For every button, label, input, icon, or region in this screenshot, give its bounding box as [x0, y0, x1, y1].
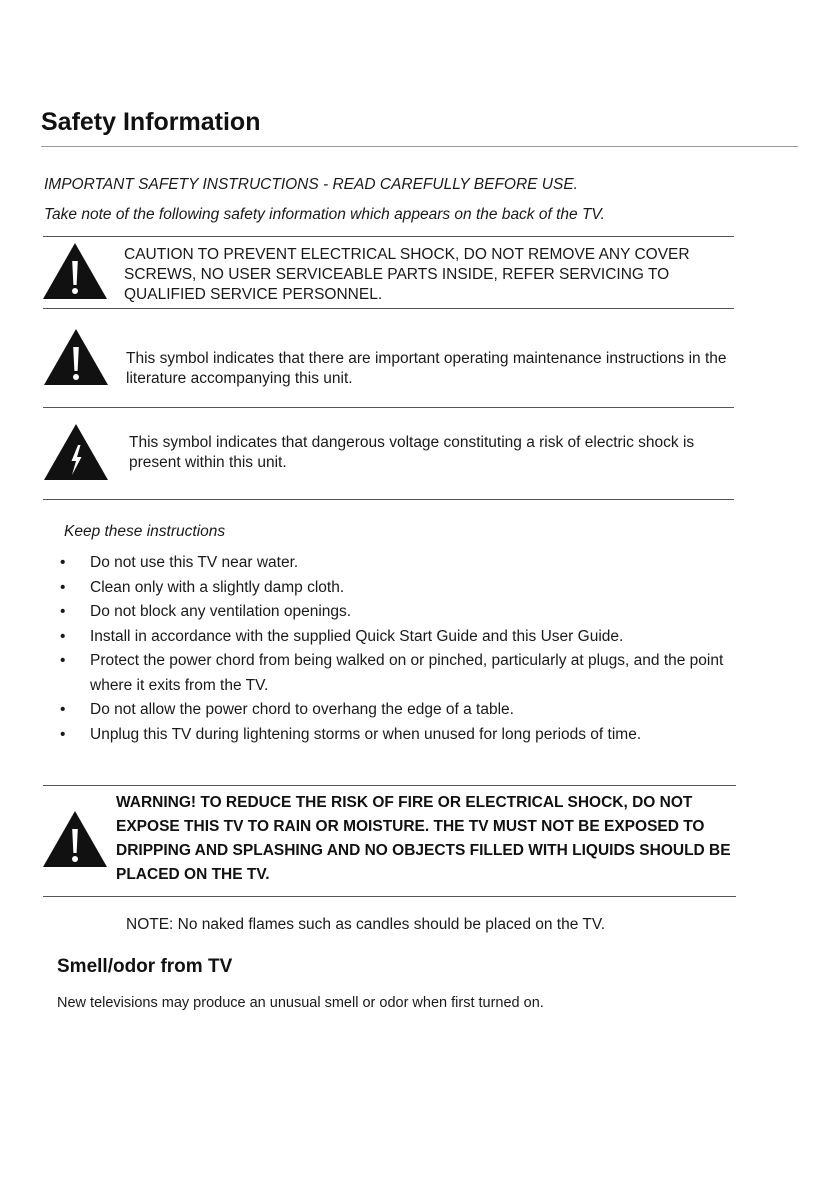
lightning-warning-icon [43, 423, 109, 481]
smell-text: New televisions may produce an unusual smell or odor when first turned on. [57, 995, 544, 1011]
smell-heading: Smell/odor from TV [57, 956, 233, 977]
warning-text: WARNING! TO REDUCE THE RISK OF FIRE OR ELECTRICAL SHOCK, DO NOT EXPOSE THIS TV TO RAIN OR MOISTURE. THE TV MUST NOT BE EXPOSED TO DRIPPING AND SPLASHING AND NO OBJECTS FILLED WITH LIQUIDS SHOULD BE PLACED ON THE TV. [116, 794, 731, 883]
list-item: • Unplug this TV during lightening storms or when unused for long periods of time. [60, 723, 730, 748]
divider [43, 785, 736, 786]
divider [43, 407, 734, 408]
note-text: NOTE: No naked flames such as candles should be placed on the TV. [126, 916, 606, 933]
list-item: • Do not use this TV near water. [60, 551, 730, 576]
title-divider [41, 146, 798, 147]
list-item: • Do not block any ventilation openings. [60, 600, 730, 625]
bullet: • [60, 652, 66, 669]
list-item: • Do not allow the power chord to overhang the edge of a table. [60, 698, 730, 723]
exclamation-warning-icon [42, 810, 108, 868]
dangerous-voltage-symbol-text: This symbol indicates that dangerous voltage constituting a risk of electric shock is present within this unit. [129, 434, 695, 471]
bullet: • [60, 627, 66, 645]
list-item: • Install in accordance with the supplied Quick Start Guide and this User Guide. [60, 625, 730, 650]
page-title: Safety Information [41, 108, 261, 136]
bullet: • [60, 554, 66, 571]
bullet: • [60, 603, 66, 620]
instruction-list [60, 551, 730, 747]
bullet: • [60, 701, 66, 718]
list-item: • Protect the power chord from being walked on or pinched, particularly at plugs, and the point where it exits from the TV. [60, 649, 730, 698]
divider [43, 499, 734, 500]
caution-text: CAUTION TO PREVENT ELECTRICAL SHOCK, DO NOT REMOVE ANY COVER SCREWS, NO USER SERVICEABLE PARTS INSIDE, REFER SERVICING TO QUALIFIED SERVICE PERSONNEL. [124, 246, 690, 303]
operating-instructions-symbol-text: This symbol indicates that there are important operating maintenance instructions in the literature accompanying this unit. [126, 350, 727, 387]
back-of-tv-note: Take note of the following safety information which appears on the back of the TV. [44, 206, 605, 223]
keep-instructions-heading: Keep these instructions [64, 523, 226, 540]
important-instructions: IMPORTANT SAFETY INSTRUCTIONS - READ CAREFULLY BEFORE USE. [44, 176, 578, 193]
bullet: • [60, 578, 66, 596]
list-item: • Clean only with a slightly damp cloth. [60, 576, 730, 601]
divider [43, 236, 734, 237]
exclamation-warning-icon [43, 328, 109, 386]
divider [43, 308, 734, 309]
divider [43, 896, 736, 897]
bullet: • [60, 725, 66, 743]
exclamation-warning-icon [42, 242, 108, 300]
